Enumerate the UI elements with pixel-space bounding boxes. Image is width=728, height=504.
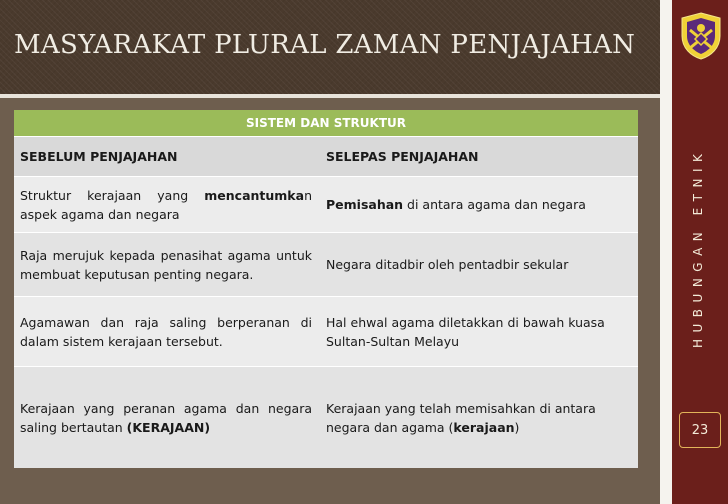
cell-after: Pemisahan di antara agama dan negara	[326, 197, 586, 212]
comparison-table	[14, 110, 638, 468]
cell-after: Negara ditadbir oleh pentadbir sekular	[326, 257, 569, 272]
table-row	[14, 176, 638, 232]
cell-before: Struktur kerajaan yang mencantumkan aspek agama dan negara	[20, 187, 312, 222]
cell-before: Raja merujuk kepada penasihat agama untuk membuat keputusan penting negara.	[20, 247, 312, 282]
sidebar-edge	[660, 0, 672, 504]
table-caption: SISTEM DAN STRUKTUR	[14, 110, 638, 136]
title-banner	[0, 0, 672, 94]
table-row	[14, 366, 638, 468]
vertical-label: HUBUNGAN ETNIK	[691, 147, 705, 349]
table-row	[14, 232, 638, 296]
cell-before: Kerajaan yang peranan agama dan negara saling bertautan (KERAJAAN)	[20, 400, 312, 435]
table-header-row	[14, 136, 638, 176]
university-crest-icon	[680, 12, 722, 60]
column-header-before: SEBELUM PENJAJAHAN	[20, 149, 178, 164]
cell-after: Hal ehwal agama diletakkan di bawah kuasa Sultan-Sultan Melayu	[326, 314, 605, 349]
column-header-after: SELEPAS PENJAJAHAN	[326, 149, 479, 164]
page-title: MASYARAKAT PLURAL ZAMAN PENJAJAHAN	[14, 30, 636, 60]
cell-after: Kerajaan yang telah memisahkan di antara negara dan agama (kerajaan)	[326, 400, 596, 435]
page-number: 23	[679, 412, 721, 448]
cell-before: Agamawan dan raja saling berperanan di dalam sistem kerajaan tersebut.	[20, 314, 312, 349]
table-row	[14, 296, 638, 366]
